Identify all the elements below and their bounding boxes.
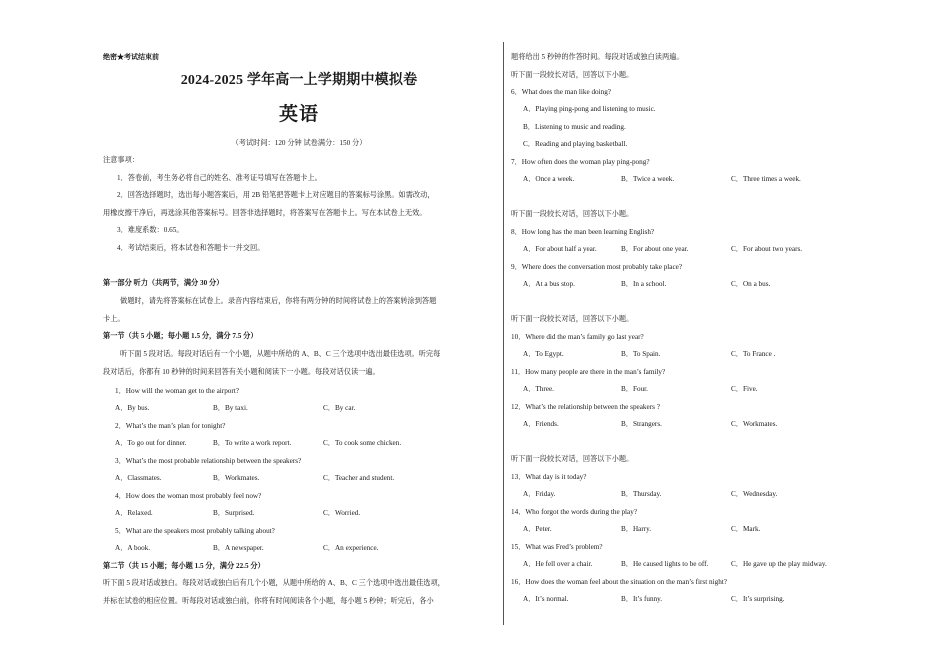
question-text: 12．What’s the relationship between the speakers ? [511, 403, 660, 411]
section2-intro: 听下面 5 段对话或独白。每段对话或独白后有几个小题，从题中所给的 A、B、C 三个选项中选出最佳选项， [103, 579, 445, 587]
section2-intro: 并标在试卷的相应位置。听每段对话或独白前，你将有时间阅读各个小题，每小题 5 秒钟；听完后，各小 [103, 597, 434, 605]
section2-intro: 题将给出 5 秒钟的作答时间。每段对话或独白读两遍。 [511, 53, 684, 61]
option-a[interactable]: A．Relaxed. [115, 509, 153, 517]
option-c[interactable]: C．For about two years. [731, 245, 803, 253]
part1-intro: 做题时，请先将答案标在试卷上。录音内容结束后，你将有两分钟的时间将试卷上的答案转涂到答题 [120, 297, 437, 305]
option-b[interactable]: B．To write a work report. [213, 439, 292, 447]
question-text: 2．What’s the man’s plan for tonight? [115, 422, 226, 430]
note-item: 4．考试结束后，将本试卷和答题卡一并交回。 [117, 244, 265, 252]
notes-heading: 注意事项： [103, 156, 139, 164]
option-a[interactable]: A．Playing ping-pong and listening to music. [523, 105, 656, 113]
note-item: 用橡皮擦干净后，再选涂其他答案标号。回答非选择题时，将答案写在答题卡上。写在本试卷上无效。 [103, 209, 427, 217]
option-b[interactable]: B．By taxi. [213, 404, 248, 412]
option-b[interactable]: B．In a school. [621, 280, 667, 288]
section1-heading: 第一节（共 5 小题；每小题 1.5 分，满分 7.5 分） [103, 332, 258, 340]
question-text: 13．What day is it today? [511, 473, 587, 481]
question-text: 4．How does the woman most probably feel now? [115, 492, 262, 500]
section1-intro: 段对话后，你都有 10 秒钟的时间来回答有关小题和阅读下一小题。每段对话仅读一遍。 [103, 368, 380, 376]
exam-title: 2024-2025 学年高一上学期期中模拟卷 [180, 73, 418, 88]
group-lead: 听下面一段较长对话，回答以下小题。 [511, 315, 634, 323]
option-b[interactable]: B．Workmates. [213, 474, 260, 482]
part1-intro: 卡上。 [103, 315, 125, 323]
section2-heading: 第二节（共 15 小题；每小题 1.5 分，满分 22.5 分） [103, 562, 265, 570]
option-a[interactable]: A．Peter. [523, 525, 552, 533]
option-c[interactable]: C．Five. [731, 385, 758, 393]
option-c[interactable]: C．On a bus. [731, 280, 771, 288]
option-b[interactable]: B．Twice a week. [621, 175, 675, 183]
question-text: 14．Who forgot the words during the play? [511, 508, 638, 516]
option-a[interactable]: A．Friends. [523, 420, 559, 428]
part1-heading: 第一部分 听力（共两节，满分 30 分） [103, 279, 224, 287]
option-c[interactable]: C．It’s surprising. [731, 595, 785, 603]
question-text: 6．What does the man like doing? [511, 88, 612, 96]
option-c[interactable]: C．To France . [731, 350, 776, 358]
option-c[interactable]: C．To cook some chicken. [323, 439, 402, 447]
option-b[interactable]: B．A newspaper. [213, 544, 264, 552]
note-item: 1．答卷前，考生务必将自己的姓名、准考证号填写在答题卡上。 [117, 174, 322, 182]
option-a[interactable]: A．At a bus stop. [523, 280, 575, 288]
question-text: 16．How does the woman feel about the situation on the man’s first night? [511, 578, 727, 586]
option-a[interactable]: A．He fell over a chair. [523, 560, 593, 568]
option-c[interactable]: C．Teacher and student. [323, 474, 395, 482]
option-a[interactable]: A．To Egypt. [523, 350, 564, 358]
question-text: 5．What are the speakers most probably talking about? [115, 527, 275, 535]
question-text: 9．Where does the conversation most probably take place? [511, 263, 683, 271]
subject-title: 英语 [278, 104, 319, 125]
option-a[interactable]: A．Classmates. [115, 474, 162, 482]
option-b[interactable]: B．For about one year. [621, 245, 689, 253]
question-text: 1．How will the woman get to the airport? [115, 387, 239, 395]
option-c[interactable]: C．Mark. [731, 525, 761, 533]
group-lead: 听下面一段较长对话，回答以下小题。 [511, 210, 634, 218]
option-b[interactable]: B．Listening to music and reading. [523, 123, 626, 131]
option-c[interactable]: C．An experience. [323, 544, 379, 552]
question-text: 11．How many people are there in the man’s family? [511, 368, 666, 376]
option-c[interactable]: C．He gave up the play midway. [731, 560, 827, 568]
option-c[interactable]: C．Worried. [323, 509, 361, 517]
option-a[interactable]: A．It’s normal. [523, 595, 569, 603]
option-c[interactable]: C．Reading and playing basketball. [523, 140, 628, 148]
exam-info: （考试时间：120 分钟 试卷满分：150 分） [231, 139, 367, 147]
option-b[interactable]: B．Four. [621, 385, 648, 393]
option-b[interactable]: B．Strangers. [621, 420, 662, 428]
group-lead: 听下面一段较长对话，回答以下小题。 [511, 71, 634, 79]
option-a[interactable]: A．To go out for dinner. [115, 439, 187, 447]
question-text: 15．What was Fred’s problem? [511, 543, 603, 551]
question-text: 3．What’s the most probable relationship between the speakers? [115, 457, 302, 465]
question-text: 8．How long has the man been learning English? [511, 228, 655, 236]
note-item: 3．难度系数：0.65。 [117, 226, 184, 234]
confidential-mark: 绝密★考试结束前 [103, 53, 159, 61]
option-c[interactable]: C．Three times a week. [731, 175, 801, 183]
option-b[interactable]: B．He caused lights to be off. [621, 560, 709, 568]
note-item: 2．回答选择题时，选出每小题答案后，用 2B 铅笔把答题卡上对应题目的答案标号涂黑。如需改动， [117, 191, 435, 199]
option-c[interactable]: C．Wednesday. [731, 490, 778, 498]
group-lead: 听下面一段较长对话，回答以下小题。 [511, 455, 634, 463]
option-a[interactable]: A．Three. [523, 385, 554, 393]
option-a[interactable]: A．Once a week. [523, 175, 575, 183]
option-b[interactable]: B．Harry. [621, 525, 652, 533]
option-a[interactable]: A．Friday. [523, 490, 556, 498]
option-c[interactable]: C．By car. [323, 404, 356, 412]
option-a[interactable]: A．By bus. [115, 404, 150, 412]
option-a[interactable]: A．A book. [115, 544, 151, 552]
column-divider [503, 42, 504, 625]
option-a[interactable]: A．For about half a year. [523, 245, 597, 253]
option-b[interactable]: B．To Spain. [621, 350, 661, 358]
question-text: 10．Where did the man’s family go last year? [511, 333, 644, 341]
option-c[interactable]: C．Workmates. [731, 420, 778, 428]
option-b[interactable]: B．It’s funny. [621, 595, 663, 603]
section1-intro: 听下面 5 段对话。每段对话后有一个小题，从题中所给的 A、B、C 三个选项中选出最佳选项。听完每 [120, 350, 441, 358]
option-b[interactable]: B．Surprised. [213, 509, 255, 517]
option-b[interactable]: B．Thursday. [621, 490, 662, 498]
question-text: 7．How often does the woman play ping-pong? [511, 158, 650, 166]
